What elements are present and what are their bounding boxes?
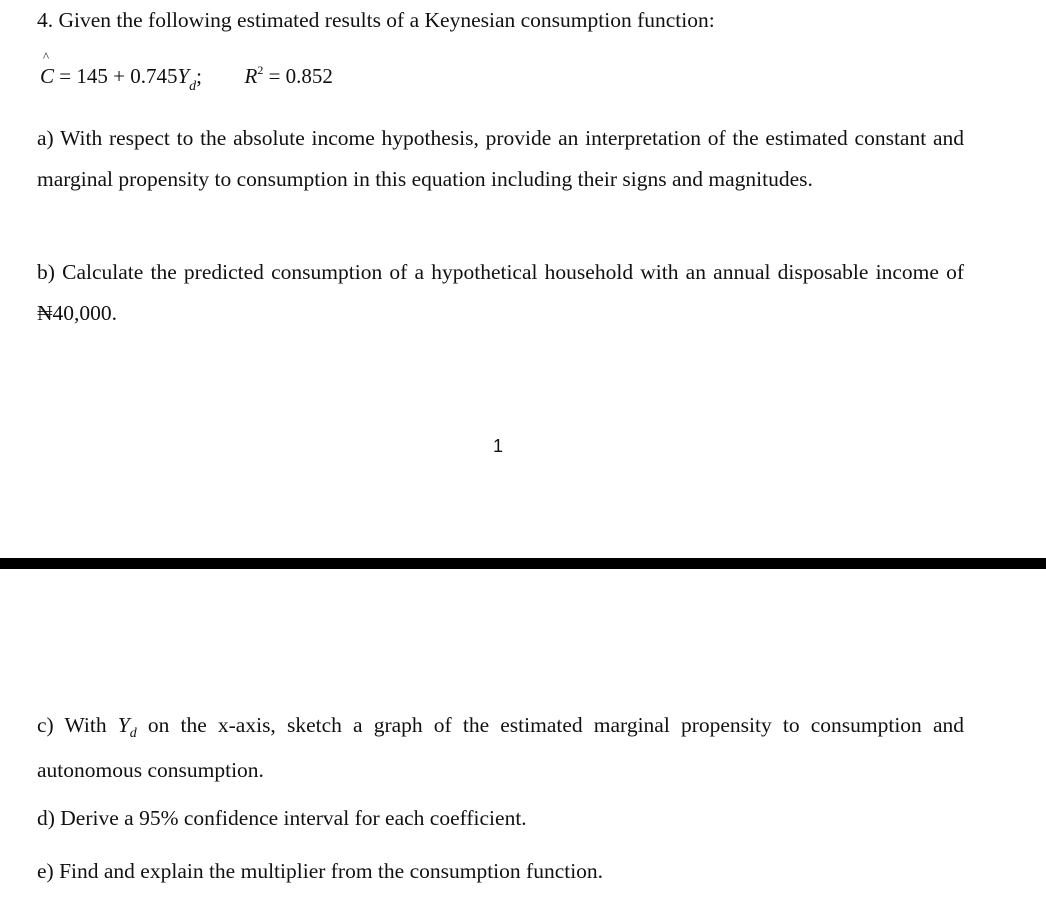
part-c-text xyxy=(37,705,964,790)
part-b-text: b) Calculate the predicted consumption of a hypothetical household with an annual disposable income of ₦40,000. xyxy=(37,260,964,325)
regression-equation xyxy=(40,49,333,96)
r-superscript: 2 xyxy=(257,63,264,77)
part-c-variable: Y xyxy=(117,713,130,737)
part-e-text: e) Find and explain the multiplier from the consumption function. xyxy=(37,859,604,883)
c-letter: C xyxy=(40,64,55,88)
page-number: 1 xyxy=(493,436,504,456)
part-a-text: a) With respect to the absolute income hypothesis, provide an interpretation of the estimated constant and marginal propensity to consumption in this equation including their signs and magnitudes. xyxy=(37,126,964,191)
r-variable: R xyxy=(244,64,258,88)
r-squared-value: = 0.852 xyxy=(263,64,333,88)
page-divider xyxy=(0,558,1046,569)
part-c-suffix: on the x-axis, sketch a graph of the estimated marginal propensity to consumption and autonomous consumption. xyxy=(37,713,964,782)
question-heading: 4. Given the following estimated results of a Keynesian consumption function: xyxy=(37,8,715,32)
equation-rhs: = 145 + 0.745 xyxy=(54,64,178,88)
y-variable: Y xyxy=(177,64,190,88)
y-subscript: d xyxy=(189,79,197,94)
hat-accent: ^ xyxy=(43,49,50,64)
c-hat-symbol xyxy=(40,49,55,89)
semicolon: ; xyxy=(196,64,202,88)
part-d-text: d) Derive a 95% confidence interval for each coefficient. xyxy=(37,806,527,830)
part-c-subscript: d xyxy=(129,726,137,741)
part-c-prefix: c) With xyxy=(37,713,118,737)
